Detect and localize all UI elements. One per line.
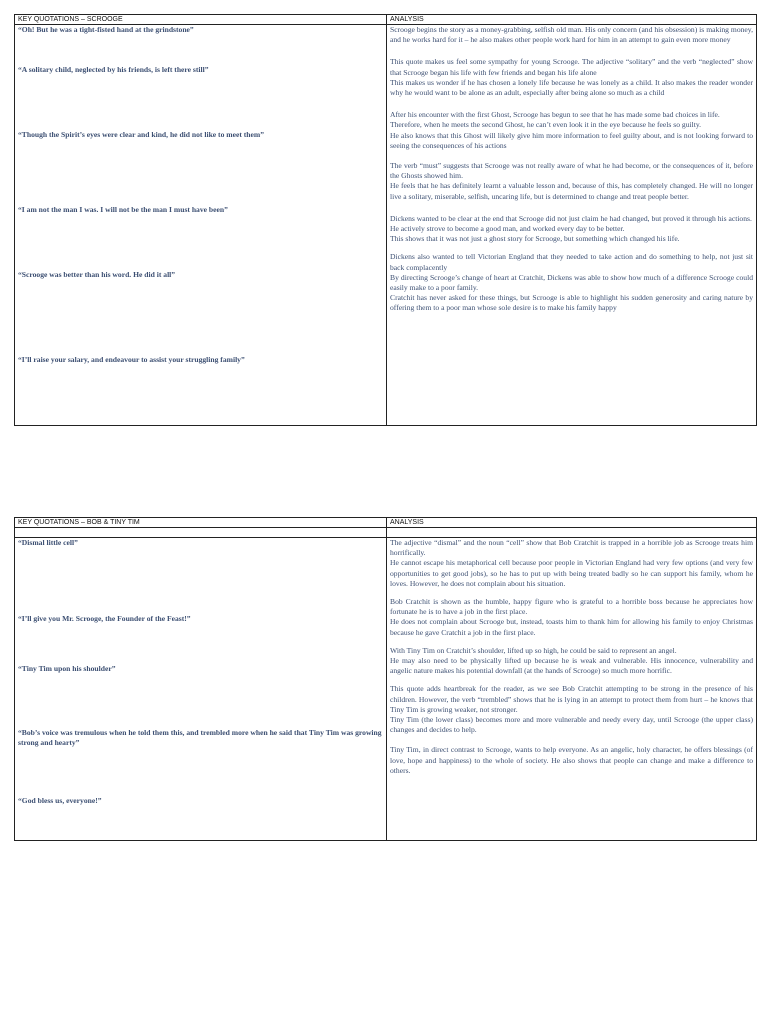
analysis-text: This quote adds heartbreak for the reader, as we see Bob Cratchit attempting to be strong in the presence of his children. However, the verb “trembled” shows that he is lying in an attempt to protect them from hurt – he knows that Tiny Tim is growing weaker, not stronger. xyxy=(390,684,753,714)
quote-text: “I’ll give you Mr. Scrooge, the Founder of the Feast!” xyxy=(18,614,191,623)
table-row xyxy=(15,25,757,426)
spacer-row xyxy=(15,528,757,538)
quote-cell xyxy=(15,25,387,426)
quote-text: “Though the Spirit’s eyes were clear and kind, he did not like to meet them” xyxy=(18,130,265,139)
analysis-text: Bob Cratchit is shown as the humble, happy figure who is grateful to a horrible boss because he appreciates how fortunate he is to have a job in the first place. xyxy=(390,597,753,617)
header-analysis: ANALYSIS xyxy=(387,518,757,528)
scrooge-quotations-table xyxy=(14,14,757,426)
table-header-row xyxy=(15,15,757,25)
header-key-quotations: KEY QUOTATIONS – BOB & TINY TIM xyxy=(15,518,387,528)
table-row xyxy=(15,538,757,841)
analysis-text: He actively strove to become a good man, and worked every day to be better. xyxy=(390,224,625,234)
analysis-text: Tiny Tim (the lower class) becomes more and more vulnerable and needy every day, until Scrooge (the upper class) changes and decides to help. xyxy=(390,715,753,735)
quote-text: “A solitary child, neglected by his friends, is left there still” xyxy=(18,65,209,74)
analysis-text: After his encounter with the first Ghost, Scrooge has begun to see that he has made some bad choices in life. xyxy=(390,110,720,120)
header-analysis: ANALYSIS xyxy=(387,15,757,25)
analysis-text: He may also need to be physically lifted up because he is weak and vulnerable. His innocence, vulnerability and angelic nature makes his potential downfall (at the hands of Scrooge) so much more horrific. xyxy=(390,656,753,676)
quote-text: “I’ll raise your salary, and endeavour to assist your struggling family” xyxy=(18,355,245,364)
analysis-text: With Tiny Tim on Cratchit’s shoulder, lifted up so high, he could be said to represent an angel. xyxy=(390,645,677,655)
analysis-text: Tiny Tim, in direct contrast to Scrooge, wants to help everyone. As an angelic, holy character, he offers blessings (of love, hope and happiness) to the whole of society. He also shows that people can change and make a difference to others. xyxy=(390,745,753,775)
analysis-text: By directing Scrooge’s change of heart at Cratchit, Dickens was able to show how much of a difference Scrooge could easily make to a poor family. xyxy=(390,272,753,293)
analysis-text: He also knows that this Ghost will likely give him more information to feel guilty about, and is not looking forward to seeing the consequences of his actions xyxy=(390,130,753,150)
analysis-cell xyxy=(387,25,757,426)
quote-text: “Scrooge was better than his word. He did it all” xyxy=(18,270,176,279)
quote-text: “Dismal little cell” xyxy=(18,538,78,547)
quote-text: “Tiny Tim upon his shoulder” xyxy=(18,664,116,673)
analysis-text: He cannot escape his metaphorical cell because poor people in Victorian England had very few options (and very few opportunities to get good jobs), so he has to put up with being treated badly so he can support his family, whom he loves. However, he does not complain about his situation. xyxy=(390,558,753,588)
analysis-text: This quote makes us feel some sympathy for young Scrooge. The adjective “solitary” and the verb “neglected” show that Scrooge began his life with few friends and began his life alone xyxy=(390,57,753,77)
analysis-text: The verb “must” suggests that Scrooge was not really aware of what he had become, or the consequences of it, before the Ghosts showed him. xyxy=(390,161,753,181)
table-header-row xyxy=(15,518,757,528)
quote-cell xyxy=(15,538,387,841)
analysis-text: Dickens also wanted to tell Victorian England that they needed to take action and do something to help, not just sit back complacently xyxy=(390,252,753,272)
quote-text: “God bless us, everyone!” xyxy=(18,796,102,805)
analysis-text: This makes us wonder if he has chosen a lonely life because he was lonely as a child. It also makes the reader wonder why he would want to be alone as an adult, especially after being alone so much as a child xyxy=(390,77,753,98)
analysis-text: Therefore, when he meets the second Ghost, he can’t even look it in the eye because he feels so guilty. xyxy=(390,120,702,130)
analysis-text: He feels that he has definitely learnt a valuable lesson and, because of this, has completely changed. He will no longer live a solitary, miserable, selfish, uncaring life, but is determined to change and treat people better. xyxy=(390,181,753,201)
bob-tiny-tim-quotations-table xyxy=(14,517,757,841)
analysis-text: Dickens wanted to be clear at the end that Scrooge did not just claim he had changed, but proved it through his actions. xyxy=(390,213,752,223)
analysis-text: The adjective “dismal” and the noun “cell” show that Bob Cratchit is trapped in a horrible job as Scrooge treats him horrifically. xyxy=(390,538,753,558)
analysis-text: Cratchit has never asked for these things, but Scrooge is able to highlight his sudden generosity and caring nature by offering them to a poor man whose sole desire is to make his family happy xyxy=(390,293,753,313)
analysis-text: This shows that it was not just a ghost story for Scrooge, but something which changed his life. xyxy=(390,234,680,244)
quote-text: “I am not the man I was. I will not be the man I must have been” xyxy=(18,205,228,214)
analysis-cell xyxy=(387,538,757,841)
quote-text: “Oh! But he was a tight-fisted hand at the grindstone” xyxy=(18,25,194,34)
quote-text: “Bob’s voice was tremulous when he told them this, and trembled more when he said that Tiny Tim was growing strong and hearty” xyxy=(18,728,382,747)
header-key-quotations: KEY QUOTATIONS – SCROOGE xyxy=(15,15,387,25)
analysis-text: He does not complain about Scrooge but, instead, toasts him to thank him for allowing his family to enjoy Christmas because he gave Cratchit a job in the first place. xyxy=(390,617,753,637)
analysis-text: Scrooge begins the story as a money-grabbing, selfish old man. His only concern (and his obsession) is making money, and he works hard for it – he also makes other people work hard for him in an attempt to gain even more money xyxy=(390,25,753,45)
